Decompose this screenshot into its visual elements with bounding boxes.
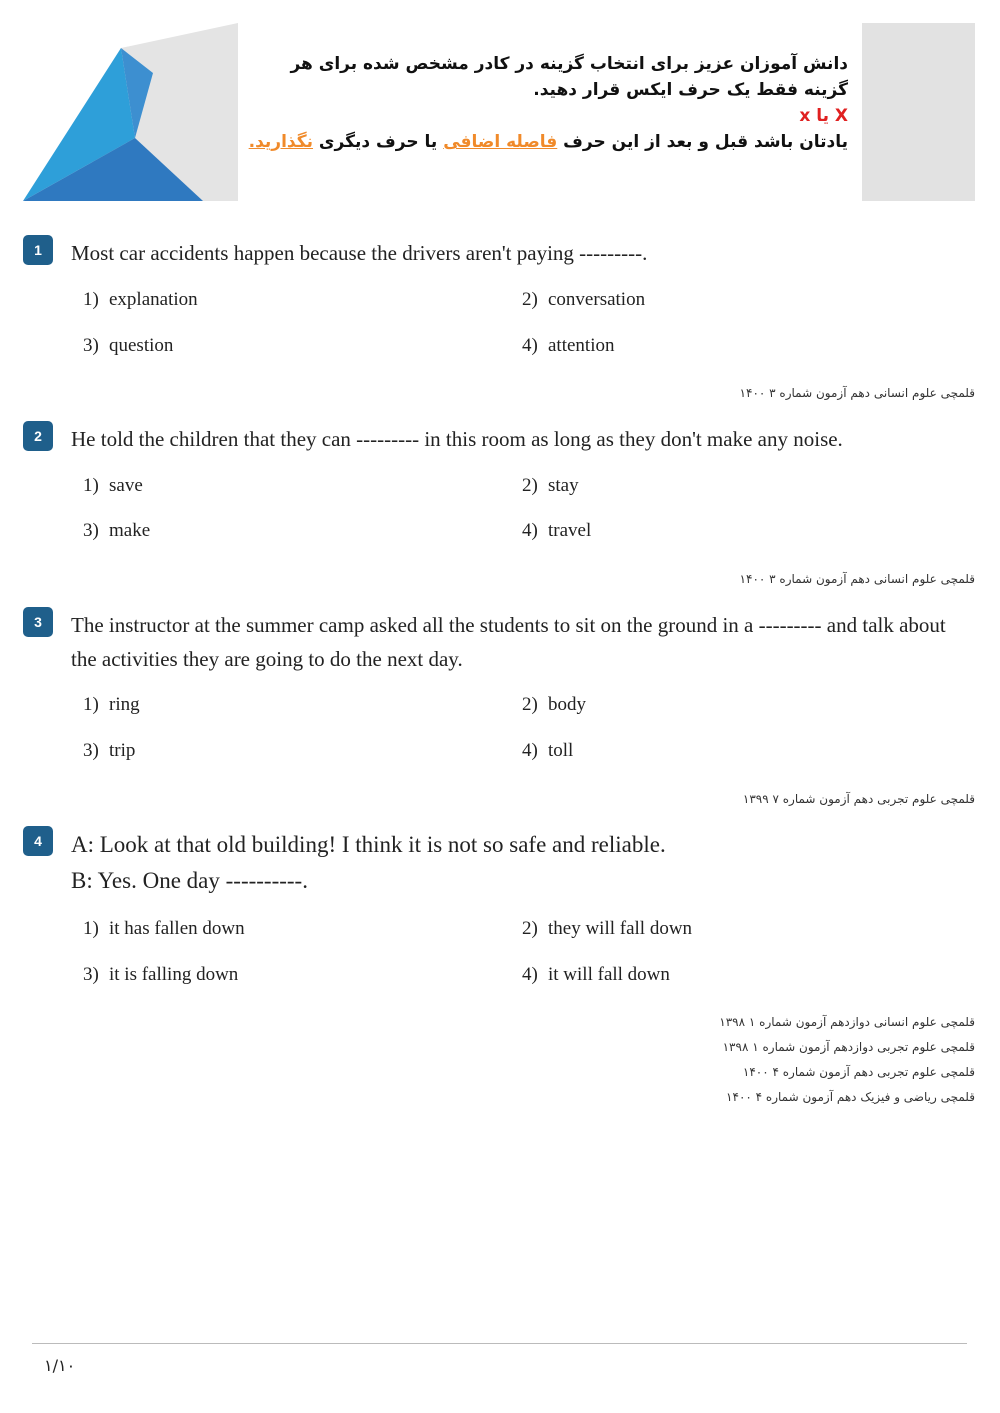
- question-number-badge: 3: [23, 607, 53, 637]
- option-2[interactable]: 2) conversation: [522, 289, 646, 310]
- notice-line-4: [248, 129, 848, 155]
- or-word: یا: [810, 106, 835, 126]
- option-2[interactable]: 2) body: [522, 694, 586, 715]
- notice-line-3: [248, 103, 848, 129]
- question-number-badge: 4: [23, 826, 53, 856]
- question-text-line-1: A: Look at that old building! I think it is not so safe and reliable.: [71, 832, 666, 857]
- option-4[interactable]: 4) attention: [522, 335, 615, 356]
- notice-line-2: گزینه فقط یک حرف ایکس قرار دهید.: [533, 80, 848, 100]
- option-4[interactable]: 4) toll: [522, 740, 574, 761]
- question-source: قلمچی علوم تجربی دهم آزمون شماره ۷ ۱۳۹۹: [742, 792, 975, 806]
- instructions-notice: [248, 51, 848, 155]
- question-text: [71, 827, 971, 899]
- question-source: قلمچی علوم انسانی دهم آزمون شماره ۳ ۱۴۰۰: [739, 386, 975, 400]
- question-number-badge: 1: [23, 235, 53, 265]
- header-right-bar: [862, 23, 975, 201]
- option-1[interactable]: 1) explanation: [83, 289, 198, 310]
- question-source: قلمچی علوم انسانی دهم آزمون شماره ۳ ۱۴۰۰: [739, 572, 975, 586]
- option-2[interactable]: 2) they will fall down: [522, 918, 693, 939]
- option-3[interactable]: 3) question: [83, 335, 174, 356]
- triangle-logo-graphic: [23, 23, 238, 201]
- question-source: قلمچی علوم تجربی دهم آزمون شماره ۴ ۱۴۰۰: [742, 1065, 975, 1079]
- option-1[interactable]: 1) it has fallen down: [83, 918, 245, 939]
- question-text: Most car accidents happen because the drivers aren't paying ---------.: [71, 241, 648, 265]
- option-1[interactable]: 1) save: [83, 475, 143, 496]
- footer-divider: [32, 1343, 967, 1344]
- option-4[interactable]: 4) it will fall down: [522, 964, 670, 985]
- question-text-line-1: The instructor at the summer camp asked all the students to sit on the ground in a --------- and talk about: [71, 613, 946, 637]
- option-2[interactable]: 2) stay: [522, 475, 579, 496]
- x-lower: x: [799, 106, 811, 126]
- x-upper: X: [834, 106, 848, 126]
- option-1[interactable]: 1) ring: [83, 694, 140, 715]
- question-source: قلمچی ریاضی و فیزیک دهم آزمون شماره ۴ ۱۴۰۰: [726, 1090, 975, 1104]
- header-banner: [23, 23, 975, 201]
- notice-line-1: دانش آموزان عزیز برای انتخاب گزینه در کادر مشخص شده برای هر: [290, 54, 848, 74]
- question-text-line-2: B: Yes. One day ----------.: [71, 868, 308, 893]
- notice-line-4-part2: یا حرف دیگری: [313, 132, 444, 152]
- question-source: قلمچی علوم تجربی دوازدهم آزمون شماره ۱ ۱۳۹۸: [722, 1040, 975, 1054]
- page-number: ۱/۱۰: [44, 1356, 76, 1375]
- question-text: He told the children that they can --------- in this room as long as they don't make any noise.: [71, 427, 843, 451]
- question-text: [71, 608, 971, 676]
- option-3[interactable]: 3) trip: [83, 740, 136, 761]
- notice-highlight-dont-put: نگذارید.: [248, 132, 314, 152]
- option-3[interactable]: 3) it is falling down: [83, 964, 239, 985]
- notice-highlight-extra-space: فاصله اضافی: [443, 132, 558, 152]
- question-number-badge: 2: [23, 421, 53, 451]
- notice-line-4-part1: یادتان باشد قبل و بعد از این حرف: [557, 132, 848, 152]
- option-3[interactable]: 3) make: [83, 520, 151, 541]
- question-text-line-2: the activities they are going to do the next day.: [71, 647, 463, 671]
- question-source: قلمچی علوم انسانی دوازدهم آزمون شماره ۱ ۱۳۹۸: [719, 1015, 975, 1029]
- option-4[interactable]: 4) travel: [522, 520, 592, 541]
